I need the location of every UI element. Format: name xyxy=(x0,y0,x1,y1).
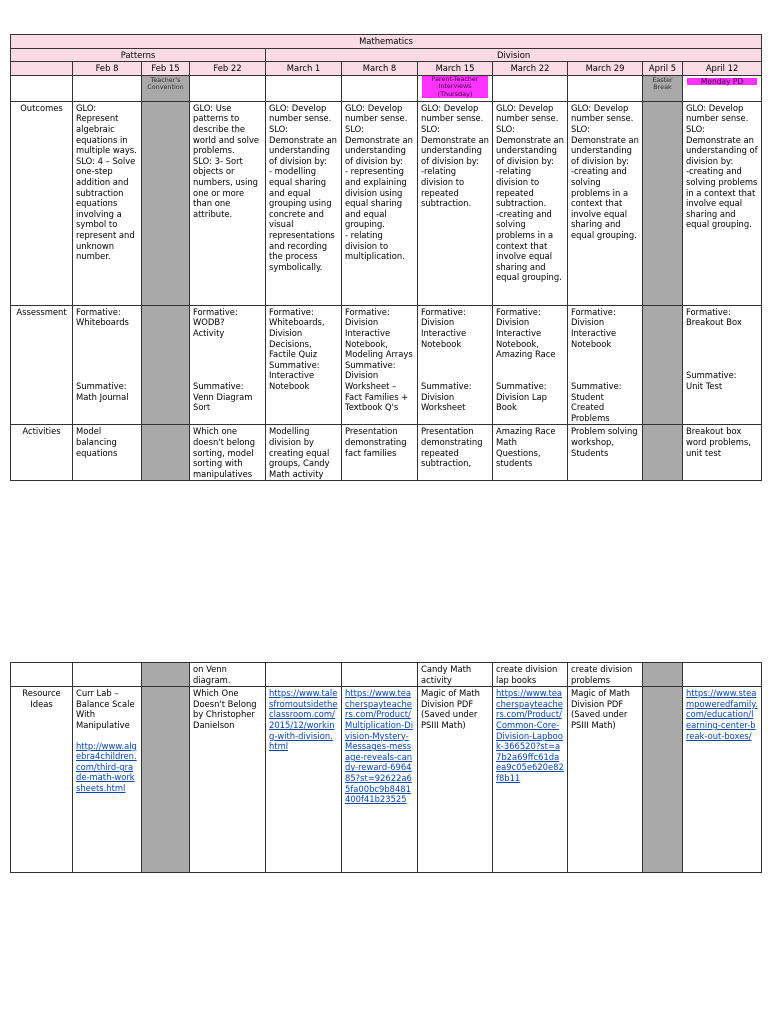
date-corner xyxy=(11,62,73,76)
continued-cell: create division lap books xyxy=(493,663,568,687)
note-monday-pd: Monday PD xyxy=(687,78,757,85)
outcome-cell: GLO: Develop number sense. SLO: Demonstrate an understanding of division by: -creating and solving problems in a context that involve equal sharing and equal grouping. xyxy=(683,101,762,305)
activity-cell: Presentation demonstrating fact families xyxy=(342,425,418,481)
assessment-cell: Formative: Whiteboards, Division Decisions, Factile Quiz Summative: Interactive Notebook xyxy=(266,305,342,425)
activity-cell: Problem solving workshop, Students xyxy=(568,425,643,481)
unit-patterns: Patterns xyxy=(11,48,266,62)
continued-cell: on Venn diagram. xyxy=(190,663,266,687)
assessment-cell: Formative: Whiteboards Summative: Math Journal xyxy=(73,305,142,425)
note-easter-break: Easter Break xyxy=(643,75,683,101)
assessment-cell: Formative: Division Interactive Notebook, Amazing Race Summative: Division Lap Book xyxy=(493,305,568,425)
activity-cell: Breakout box word problems, unit test xyxy=(683,425,762,481)
resource-link[interactable]: https://www.talesfromoutsidetheclassroom.com/2015/12/working-with-division.html xyxy=(269,688,338,752)
resource-text: Curr Lab – Balance Scale With Manipulative xyxy=(76,688,135,730)
continued-cell: create division problems xyxy=(568,663,643,687)
planning-table xyxy=(10,34,762,481)
assessment-cell: Formative: WODB? Activity Summative: Venn Diagram Sort xyxy=(190,305,266,425)
note-parent-teacher-interviews: Parent-Teacher Interviews (Thursday) xyxy=(422,76,488,98)
resource-text: Magic of Math Division PDF (Saved under PSIII Math) xyxy=(568,687,643,873)
outcome-cell: GLO: Develop number sense. SLO: Demonstrate an understanding of division by: - representing and explaining division using equal sharing and equal grouping. - relating division to multiplication. xyxy=(342,101,418,305)
outcome-cell: GLO: Develop number sense. SLO: Demonstrate an understanding of division by: -relating division to repeated subtraction. xyxy=(418,101,493,305)
resource-link[interactable]: https://www.teacherspayteachers.com/Product/Common-Core-Division-Lapbook-366520?st=a7b2a69ffc61daea9c05e620e82f8b11 xyxy=(496,688,564,783)
resources-row xyxy=(11,687,762,873)
unit-division: Division xyxy=(266,48,762,62)
planning-table-continued xyxy=(10,662,762,873)
row-label-assessment: Assessment xyxy=(11,305,73,425)
assessment-cell: Formative: Division Interactive Notebook, Modeling Arrays Summative: Division Worksheet – Fact Families + Textbook Q's xyxy=(342,305,418,425)
date-header: Feb 15 xyxy=(142,62,190,76)
activity-cell: Model balancing equations xyxy=(73,425,142,481)
date-header: March 15 xyxy=(418,62,493,76)
row-label-outcomes: Outcomes xyxy=(11,101,73,305)
outcome-cell: GLO: Develop number sense. SLO: Demonstrate an understanding of division by: -relating division to repeated subtraction. -creating and solving problems in a context that involve equal sharing and equal grouping. xyxy=(493,101,568,305)
notes-row xyxy=(11,75,762,101)
assessment-cell: Formative: Breakout Box Summative: Unit Test xyxy=(683,305,762,425)
date-header: April 12 xyxy=(683,62,762,76)
activities-row xyxy=(11,425,762,481)
continued-cell: Candy Math activity xyxy=(418,663,493,687)
outcome-cell: GLO: Use patterns to describe the world and solve problems. SLO: 3- Sort objects or numbers, using one or more than one attribute. xyxy=(190,101,266,305)
date-header: Feb 22 xyxy=(190,62,266,76)
outcomes-row xyxy=(11,101,762,305)
activity-cell: Amazing Race Math Questions, students xyxy=(493,425,568,481)
resource-link[interactable]: https://www.steampoweredfamily.com/education/learning-center-break-out-boxes/ xyxy=(686,688,758,741)
continued-row xyxy=(11,663,762,687)
date-header: April 5 xyxy=(643,62,683,76)
row-label-resources: Resource Ideas xyxy=(11,687,73,873)
outcome-cell: GLO: Develop number sense. SLO: Demonstrate an understanding of division by: - modelling equal sharing and equal grouping using concrete and visual representations and recording the process symbolically. xyxy=(266,101,342,305)
activity-cell: Which one doesn't belong sorting, model sorting with manipulatives xyxy=(190,425,266,481)
date-header: March 1 xyxy=(266,62,342,76)
note-teachers-convention: Teacher's Convention xyxy=(142,75,190,101)
assessment-row xyxy=(11,305,762,425)
outcome-cell: GLO: Develop number sense. SLO: Demonstrate an understanding of division by: -creating and solving problems in a context that involve equal sharing and equal grouping. xyxy=(568,101,643,305)
subject-title: Mathematics xyxy=(11,35,762,49)
assessment-cell: Formative: Division Interactive Notebook Summative: Division Worksheet xyxy=(418,305,493,425)
date-header: March 22 xyxy=(493,62,568,76)
date-header: March 29 xyxy=(568,62,643,76)
row-label-activities: Activities xyxy=(11,425,73,481)
outcome-cell: GLO: Represent algebraic equations in multiple ways. SLO: 4 – Solve one-step addition and subtraction equations involving a symbol to represent and unknown number. xyxy=(73,101,142,305)
activity-cell: Modelling division by creating equal groups, Candy Math activity xyxy=(266,425,342,481)
date-header: Feb 8 xyxy=(73,62,142,76)
activity-cell: Presentation demonstrating repeated subtraction, xyxy=(418,425,493,481)
resource-link[interactable]: https://www.teacherspayteachers.com/Product/Multiplication-Division-Mystery-Messages-message-reveals-candy-reward-696485?st=92622a65fa00bc9b8481400f41b23525 xyxy=(345,688,414,805)
date-header: March 8 xyxy=(342,62,418,76)
resource-link[interactable]: http://www.algebra4children.com/third-grade-math-worksheets.html xyxy=(76,740,137,793)
assessment-cell: Formative: Division Interactive Notebook Summative: Student Created Problems xyxy=(568,305,643,425)
date-row xyxy=(11,62,762,76)
resource-text: Magic of Math Division PDF (Saved under PSIII Math) xyxy=(418,687,493,873)
resource-text: Which One Doesn't Belong by Christopher Danielson xyxy=(190,687,266,873)
